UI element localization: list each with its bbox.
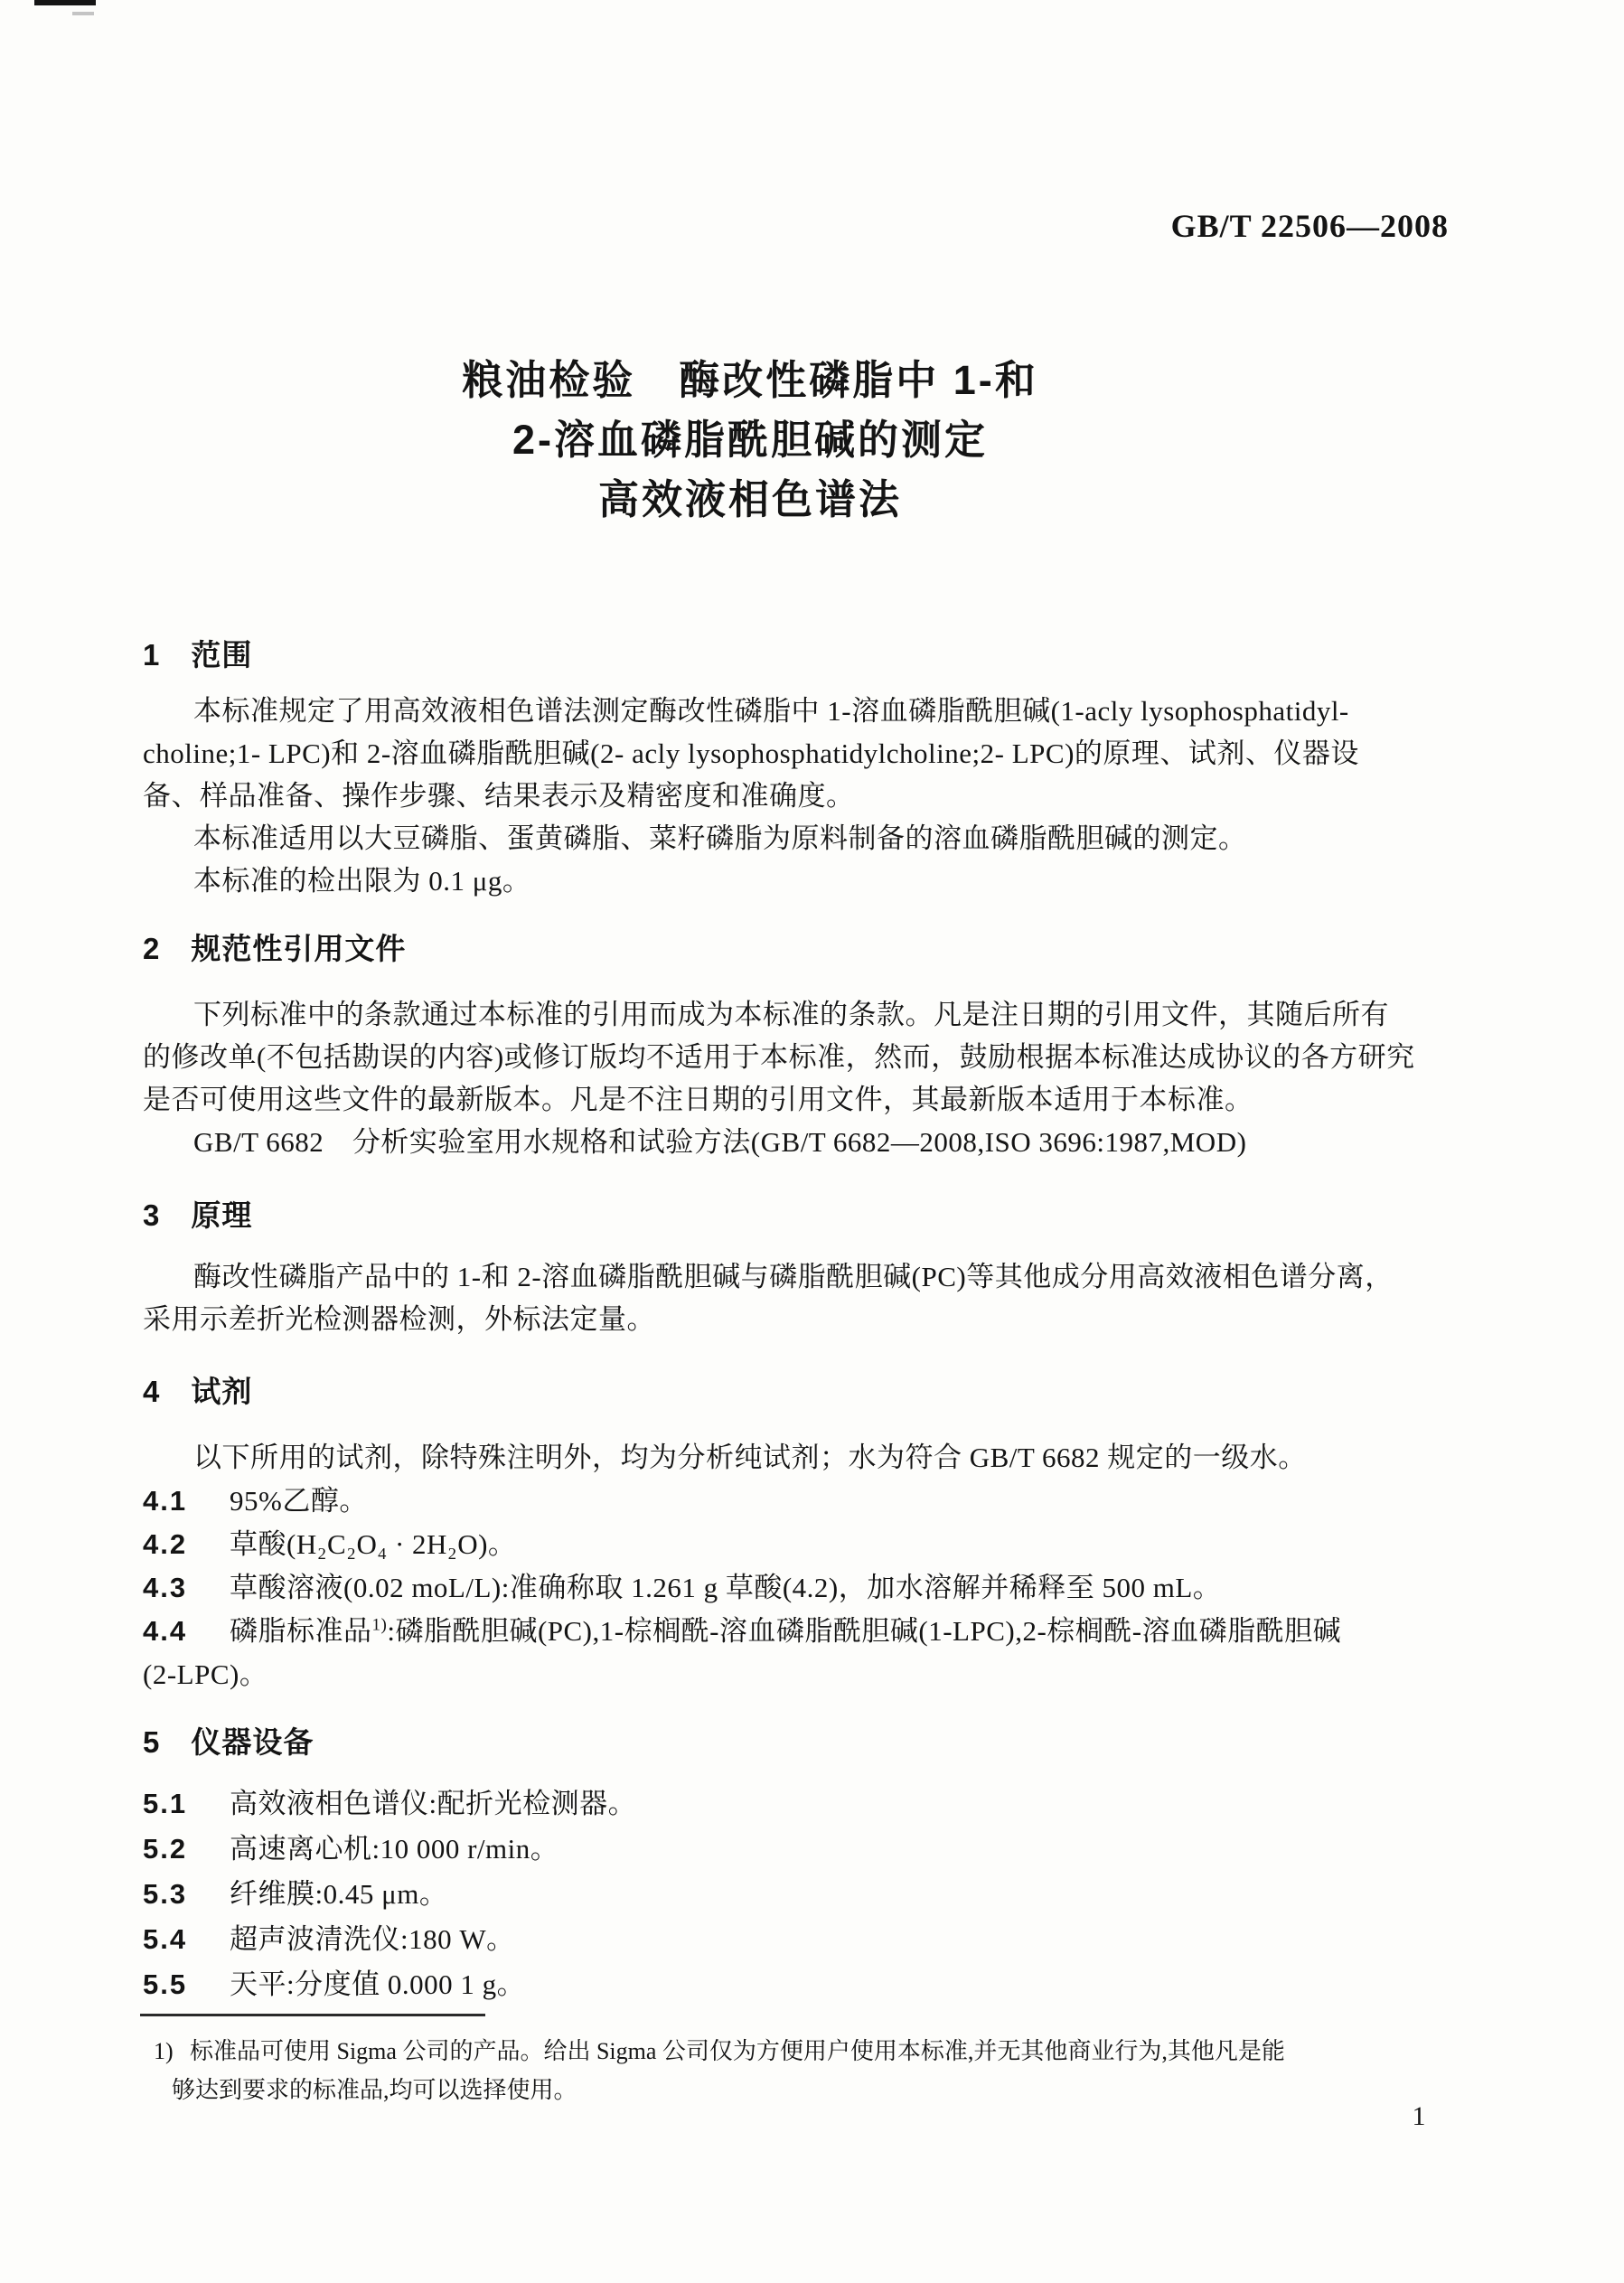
footnote	[143, 2032, 1480, 2109]
clause-number: 4.4	[143, 1615, 188, 1647]
scan-registration-mark	[34, 0, 96, 5]
paragraph-line: 本标准规定了用高效液相色谱法测定酶改性磷脂中 1-溶血磷脂酰胆碱(1-acly lysophosphatidyl-	[193, 695, 1349, 727]
clause-number: 5.3	[143, 1878, 188, 1910]
clause-item	[143, 1962, 1480, 2007]
section-4-heading: 4 试剂	[143, 1375, 253, 1408]
clause-text: 草酸(H₂C₂O₄ · 2H₂O)。	[230, 1528, 517, 1560]
section-5-body	[143, 1781, 1480, 2007]
clause-text: 高效液相色谱仪:配折光检测器。	[230, 1788, 637, 1819]
clause-item	[143, 1781, 1480, 1827]
clause-number: 5.2	[143, 1833, 188, 1865]
footnote-reference: 1)	[371, 1615, 388, 1635]
section-5-heading: 5 仪器设备	[143, 1725, 314, 1759]
clause-text: 高速离心机:10 000 r/min。	[230, 1833, 559, 1865]
paragraph-line: 的修改单(不包括勘误的内容)或修订版均不适用于本标准，然而，鼓励根据本标准达成协议的各方研究	[143, 1041, 1415, 1073]
footnote-divider	[140, 2014, 485, 2016]
paragraph-line: 本标准的检出限为 0.1 μg。	[193, 865, 531, 897]
section-2-heading: 2 规范性引用文件	[143, 932, 407, 965]
clause-item	[143, 1827, 1480, 1872]
doc-number: GB/T 22506—2008	[1170, 208, 1449, 244]
footnote-line	[143, 2032, 1480, 2071]
clause-number: 5.1	[143, 1788, 188, 1819]
section-1-heading: 1 范围	[143, 638, 253, 672]
page-number: 1	[1412, 2101, 1426, 2131]
paragraph-line: 采用示差折光检测器检测，外标法定量。	[143, 1303, 655, 1335]
paragraph-line: 酶改性磷脂产品中的 1-和 2-溶血磷脂酰胆碱与磷脂酰胆碱(PC)等其他成分用高效液相色谱分离，	[193, 1261, 1394, 1292]
paragraph-line: 本标准适用以大豆磷脂、蛋黄磷脂、菜籽磷脂为原料制备的溶血磷脂酰胆碱的测定。	[193, 822, 1247, 854]
clause-text: 磷脂标准品	[230, 1615, 372, 1647]
clause-item	[143, 1610, 1480, 1653]
clause-item	[143, 1917, 1480, 1962]
normative-reference: GB/T 6682 分析实验室用水规格和试验方法(GB/T 6682—2008,ISO 3696:1987,MOD)	[193, 1126, 1247, 1158]
scan-artifact	[72, 12, 94, 15]
clause-item	[143, 1523, 1480, 1566]
paragraph-line: 下列标准中的条款通过本标准的引用而成为本标准的条款。凡是注日期的引用文件，其随后所有	[193, 999, 1389, 1030]
section-2-body	[143, 993, 1480, 1163]
doc-title-line-1: 粮油检验 酶改性磷脂中 1-和	[462, 357, 1038, 403]
clause-text: 天平:分度值 0.000 1 g。	[230, 1968, 526, 2000]
section-4-body	[143, 1436, 1480, 1696]
clause-number: 4.1	[143, 1485, 188, 1517]
clause-text: 超声波清洗仪:180 W。	[230, 1923, 515, 1955]
section-3-body	[143, 1255, 1480, 1340]
clause-text: :磷脂酰胆碱(PC),1-棕榈酰-溶血磷脂酰胆碱(1-LPC),2-棕榈酰-溶血磷脂酰胆碱	[387, 1615, 1342, 1647]
clause-continuation: (2-LPC)。	[143, 1658, 268, 1690]
clause-number: 5.4	[143, 1923, 188, 1955]
doc-title	[54, 351, 1446, 530]
footnote-line: 够达到要求的标准品,均可以选择使用。	[172, 2077, 577, 2103]
paragraph-line: 备、样品准备、操作步骤、结果表示及精密度和准确度。	[143, 780, 855, 812]
doc-title-line-2: 2-溶血磷脂酰胆碱的测定	[512, 417, 988, 463]
paragraph-line: choline;1- LPC)和 2-溶血磷脂酰胆碱(2- acly lysophosphatidylcholine;2- LPC)的原理、试剂、仪器设	[143, 738, 1359, 769]
clause-item	[143, 1566, 1480, 1610]
clause-text: 草酸溶液(0.02 moL/L):准确称取 1.261 g 草酸(4.2)，加水溶解并稀释至 500 mL。	[230, 1572, 1222, 1603]
section-1-body	[143, 690, 1480, 902]
doc-title-line-3: 高效液相色谱法	[597, 476, 902, 522]
clause-number: 5.5	[143, 1968, 188, 2000]
clause-number: 4.2	[143, 1528, 188, 1560]
footnote-text: 标准品可使用 Sigma 公司的产品。给出 Sigma 公司仅为方便用户使用本标准,并无其他商业行为,其他凡是能	[190, 2038, 1285, 2064]
paragraph-line: 是否可使用这些文件的最新版本。凡是不注日期的引用文件，其最新版本适用于本标准。	[143, 1084, 1253, 1115]
clause-number: 4.3	[143, 1572, 188, 1603]
clause-item	[143, 1480, 1480, 1523]
clause-item	[143, 1872, 1480, 1917]
section-3-heading: 3 原理	[143, 1198, 253, 1232]
footnote-marker: 1)	[154, 2038, 174, 2064]
clause-text: 95%乙醇。	[230, 1485, 368, 1517]
paragraph-line: 以下所用的试剂，除特殊注明外，均为分析纯试剂；水为符合 GB/T 6682 规定的一级水。	[193, 1442, 1307, 1473]
clause-text: 纤维膜:0.45 μm。	[230, 1878, 448, 1910]
